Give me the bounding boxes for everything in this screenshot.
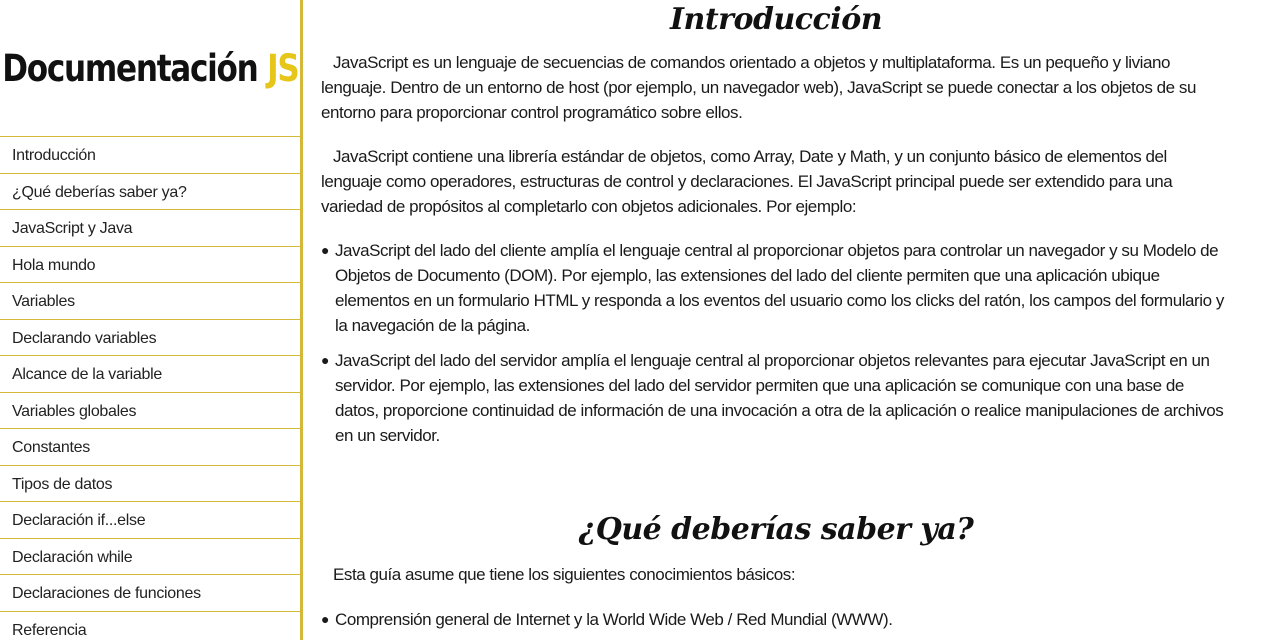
paragraph: Esta guía asume que tiene los siguientes conocimientos básicos: — [321, 562, 1231, 587]
nav-link-variables-globales[interactable]: Variables globales — [0, 392, 300, 429]
bullet-icon: ● — [321, 238, 329, 263]
section-que-deberias-saber-ya — [321, 508, 1231, 632]
nav-link-javascript-y-java[interactable]: JavaScript y Java — [0, 209, 300, 246]
nav-link-alcance-de-la-variable[interactable]: Alcance de la variable — [0, 355, 300, 392]
bullet-list — [321, 238, 1231, 448]
nav-link-hola-mundo[interactable]: Hola mundo — [0, 246, 300, 283]
brand-title — [2, 47, 298, 90]
nav-list — [0, 136, 300, 642]
section-title: Introducción — [321, 0, 1231, 40]
list-item — [335, 607, 1231, 632]
list-item-text: JavaScript del lado del cliente amplía el lenguaje central al proporcionar objetos para controlar un navegador y su Modelo de Objetos de Documento (DOM). Por ejemplo, las extensiones del lado del cliente permiten que una aplicación ubique elementos en un formulario HTML y responda a los eventos del usuario como los clicks del ratón, los campos del formulario y la navegación de la página. — [335, 241, 1224, 335]
list-item — [335, 238, 1231, 338]
nav-link-tipos-de-datos[interactable]: Tipos de datos — [0, 465, 300, 502]
brand-text: Documentación — [2, 47, 257, 90]
section-title: ¿Qué deberías saber ya? — [321, 508, 1231, 552]
list-item — [335, 348, 1231, 448]
bullet-icon: ● — [321, 348, 329, 373]
nav-link-que-deberias-saber-ya[interactable]: ¿Qué deberías saber ya? — [0, 173, 300, 210]
bullet-icon: ● — [321, 607, 329, 632]
list-item-text: JavaScript del lado del servidor amplía el lenguaje central al proporcionar objetos relevantes para ejecutar JavaScript en un servidor. Por ejemplo, las extensiones del lado del servidor permiten que una aplicación se comunique con una base de datos, proporcione continuidad de información de una invocación a otra de la aplicación o realice manipulaciones de archivos en un servidor. — [335, 351, 1223, 445]
paragraph: JavaScript es un lenguaje de secuencias de comandos orientado a objetos y multiplataforma. Es un pequeño y liviano lenguaje. Dentro de un entorno de host (por ejemplo, un navegador web), JavaScript se puede conectar a los objetos de su entorno para proporcionar control programático sobre ellos. — [321, 50, 1231, 125]
section-introduccion — [321, 0, 1231, 448]
nav-link-declaracion-if-else[interactable]: Declaración if...else — [0, 501, 300, 538]
bullet-list — [321, 607, 1231, 632]
nav-link-introduccion[interactable]: Introducción — [0, 136, 300, 173]
main-content — [321, 0, 1231, 642]
nav-link-variables[interactable]: Variables — [0, 282, 300, 319]
sidebar-nav — [0, 0, 303, 640]
nav-link-referencia[interactable]: Referencia — [0, 611, 300, 642]
nav-link-declaraciones-de-funciones[interactable]: Declaraciones de funciones — [0, 574, 300, 611]
sidebar-header — [0, 0, 300, 136]
list-item-text: Comprensión general de Internet y la World Wide Web / Red Mundial (WWW). — [335, 610, 892, 629]
paragraph: JavaScript contiene una librería estándar de objetos, como Array, Date y Math, y un conjunto básico de elementos del lenguaje como operadores, estructuras de control y declaraciones. El JavaScript principal puede ser extendido para una variedad de propósitos al completarlo con objetos adicionales. Por ejemplo: — [321, 144, 1231, 219]
nav-link-declarando-variables[interactable]: Declarando variables — [0, 319, 300, 356]
nav-link-declaracion-while[interactable]: Declaración while — [0, 538, 300, 575]
nav-link-constantes[interactable]: Constantes — [0, 428, 300, 465]
brand-accent: JS — [267, 47, 298, 90]
